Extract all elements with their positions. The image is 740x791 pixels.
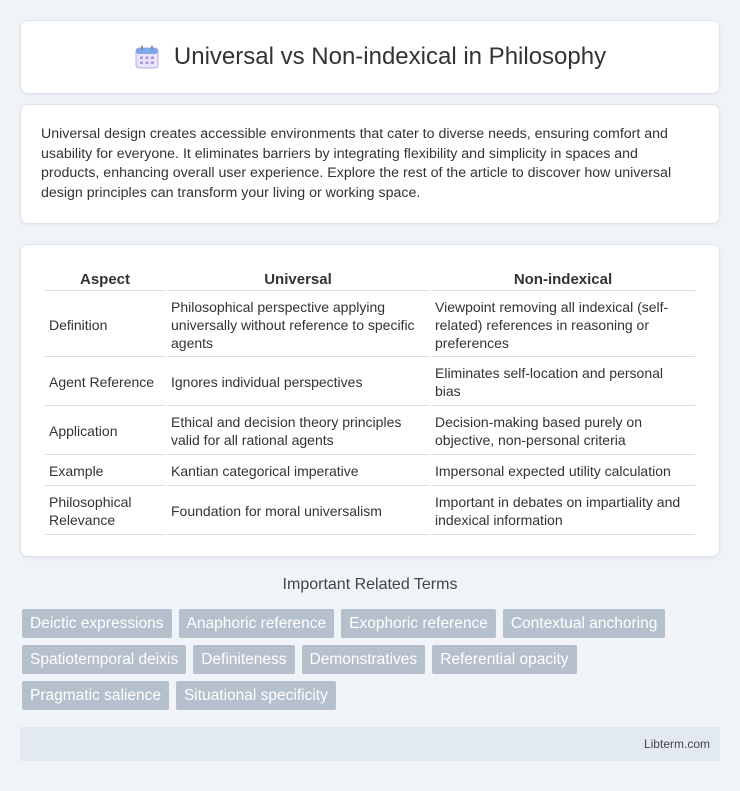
table-cell: Ethical and decision theory principles valid for all rational agents (167, 408, 429, 455)
table-cell: Foundation for moral universalism (167, 488, 429, 535)
table-cell: Application (45, 408, 165, 455)
header-aspect: Aspect (45, 267, 165, 291)
table-row (45, 359, 695, 406)
table-header-row (45, 267, 695, 291)
tag-deictic-expressions[interactable]: Deictic expressions (22, 609, 172, 638)
tag-spatiotemporal-deixis[interactable]: Spatiotemporal deixis (22, 645, 186, 674)
table-cell: Ignores individual perspectives (167, 359, 429, 406)
table-cell: Philosophical Relevance (45, 488, 165, 535)
intro-card (20, 104, 720, 224)
table-cell: Viewpoint removing all indexical (self-related) references in reasoning or preferences (431, 293, 695, 357)
footer (20, 727, 720, 761)
table-cell: Example (45, 457, 165, 486)
table-cell: Impersonal expected utility calculation (431, 457, 695, 486)
tag-definiteness[interactable]: Definiteness (193, 645, 294, 674)
footer-site-link[interactable]: Libterm.com (643, 737, 710, 751)
table-cell: Eliminates self-location and personal bias (431, 359, 695, 406)
table-row (45, 293, 695, 357)
table-cell: Agent Reference (45, 359, 165, 406)
table-cell: Important in debates on impartiality and indexical information (431, 488, 695, 535)
intro-text: Universal design creates accessible environments that cater to diverse needs, ensuring comfort and usability for everyone. It eliminates barriers by integrating flexibility and simplicity in spaces and products, enhancing overall user experience. Explore the rest of the article to discover how universal design principles can transform your living or working space. (41, 126, 672, 201)
calendar-icon (134, 44, 160, 70)
table-row (45, 457, 695, 486)
tag-contextual-anchoring[interactable]: Contextual anchoring (503, 609, 666, 638)
tag-anaphoric-reference[interactable]: Anaphoric reference (179, 609, 335, 638)
comparison-table (43, 265, 697, 537)
table-row (45, 488, 695, 535)
related-terms-tags (22, 609, 702, 710)
header-card (20, 20, 720, 94)
table-cell: Decision-making based purely on objective, non-personal criteria (431, 408, 695, 455)
table-row (45, 408, 695, 455)
comparison-card (20, 244, 720, 557)
header-non-indexical: Non-indexical (431, 267, 695, 291)
tag-referential-opacity[interactable]: Referential opacity (432, 645, 576, 674)
tag-situational-specificity[interactable]: Situational specificity (176, 681, 336, 710)
table-cell: Philosophical perspective applying universally without reference to specific agents (167, 293, 429, 357)
header-universal: Universal (167, 267, 429, 291)
related-terms-title: Important Related Terms (282, 576, 458, 593)
tag-pragmatic-salience[interactable]: Pragmatic salience (22, 681, 169, 710)
page-title: Universal vs Non-indexical in Philosophy (173, 43, 607, 70)
tag-exophoric-reference[interactable]: Exophoric reference (341, 609, 496, 638)
title-wrap (134, 43, 606, 71)
table-cell: Definition (45, 293, 165, 357)
tag-demonstratives[interactable]: Demonstratives (302, 645, 426, 674)
table-cell: Kantian categorical imperative (167, 457, 429, 486)
